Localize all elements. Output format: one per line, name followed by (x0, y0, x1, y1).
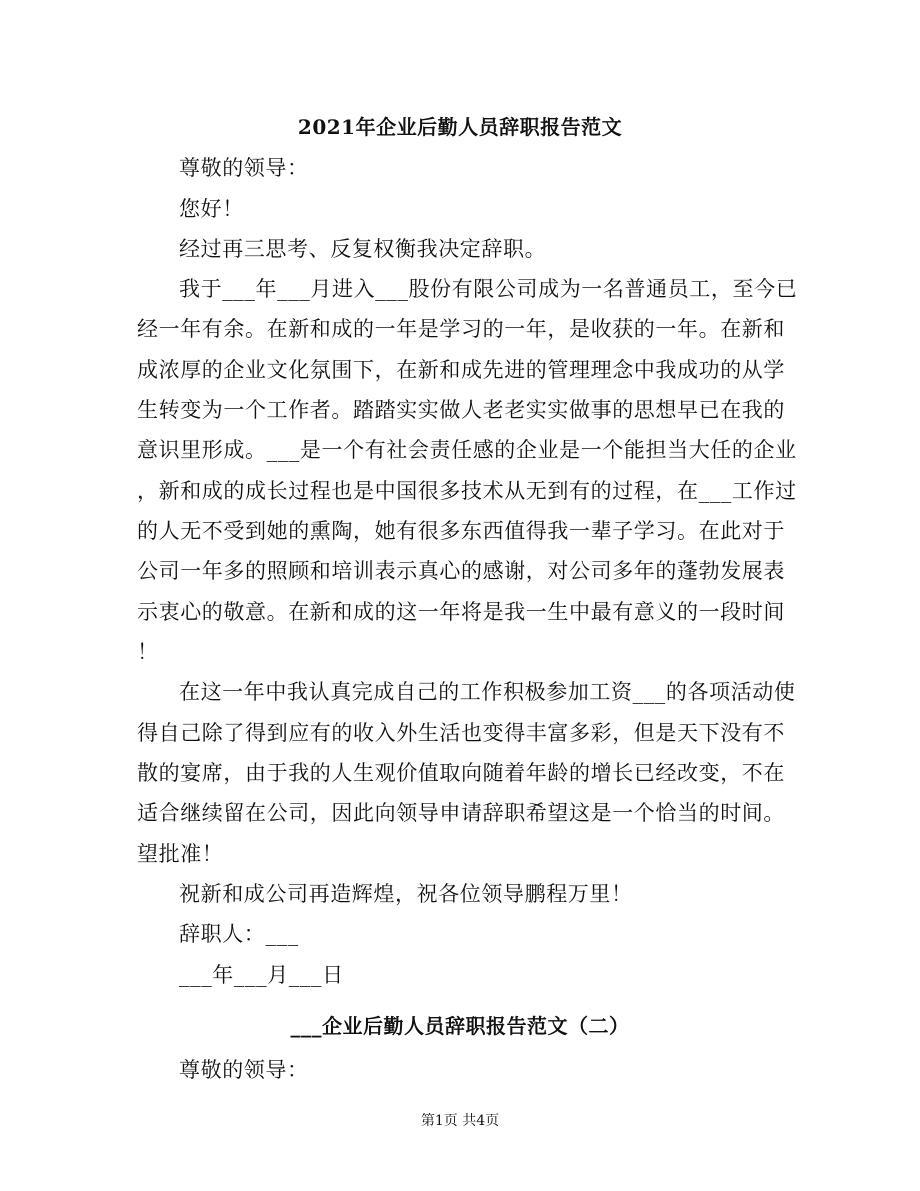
closing-wishes: 祝新和成公司再造辉煌，祝各位领导鹏程万里！ (179, 882, 633, 906)
paragraph2-line: 散的宴席，由于我的人生观价值取向随着年龄的增长已经改变，不在 (137, 761, 785, 785)
paragraph1-line: 的人无不受到她的熏陶，她有很多东西值得我一辈子学习。在此对于 (137, 519, 785, 543)
document-title: 2021年企业后勤人员辞职报告范文 (297, 115, 623, 139)
section-title-2: ___企业后勤人员辞职报告范文（二） (290, 1014, 630, 1038)
paragraph1-line: 意识里形成。___是一个有社会责任感的企业是一个能担当大任的企业 (137, 438, 797, 462)
paragraph1-line: 经一年有余。在新和成的一年是学习的一年，是收获的一年。在新和 (137, 317, 785, 341)
paragraph1-line: 成浓厚的企业文化氛围下，在新和成先进的管理理念中我成功的从学 (137, 358, 785, 382)
signature-line: 辞职人：___ (179, 922, 299, 946)
paragraph1-line: 公司一年多的照顾和培训表示真心的感谢，对公司多年的蓬勃发展表 (137, 559, 785, 583)
date-line: ___年___月___日 (179, 963, 344, 987)
paragraph2-line: 适合继续留在公司，因此向领导申请辞职希望这是一个恰当的时间。 (137, 801, 785, 825)
paragraph2-line: 望批准！ (137, 842, 224, 866)
salutation-2: 尊敬的领导： (179, 1058, 309, 1082)
salutation: 尊敬的领导： (179, 156, 309, 180)
paragraph1-line: ！ (137, 640, 159, 664)
greeting: 您好！ (179, 197, 244, 221)
intro-line: 经过再三思考、反复权衡我决定辞职。 (179, 237, 547, 261)
page-footer: 第1页 共4页 (420, 1113, 500, 1129)
paragraph2-line: 在这一年中我认真完成自己的工作积极参加工资___的各项活动使 (179, 680, 796, 704)
paragraph1-line: 我于___年___月进入___股份有限公司成为一名普通员工，至今已 (179, 277, 798, 301)
paragraph1-line: 示衷心的敬意。在新和成的这一年将是我一生中最有意义的一段时间 (137, 600, 785, 624)
paragraph1-line: ，新和成的成长过程也是中国很多技术从无到有的过程，在___工作过 (137, 479, 797, 503)
paragraph2-line: 得自己除了得到应有的收入外生活也变得丰富多彩，但是天下没有不 (137, 721, 785, 745)
paragraph1-line: 生转变为一个工作者。踏踏实实做人老老实实做事的思想早已在我的 (137, 398, 785, 422)
